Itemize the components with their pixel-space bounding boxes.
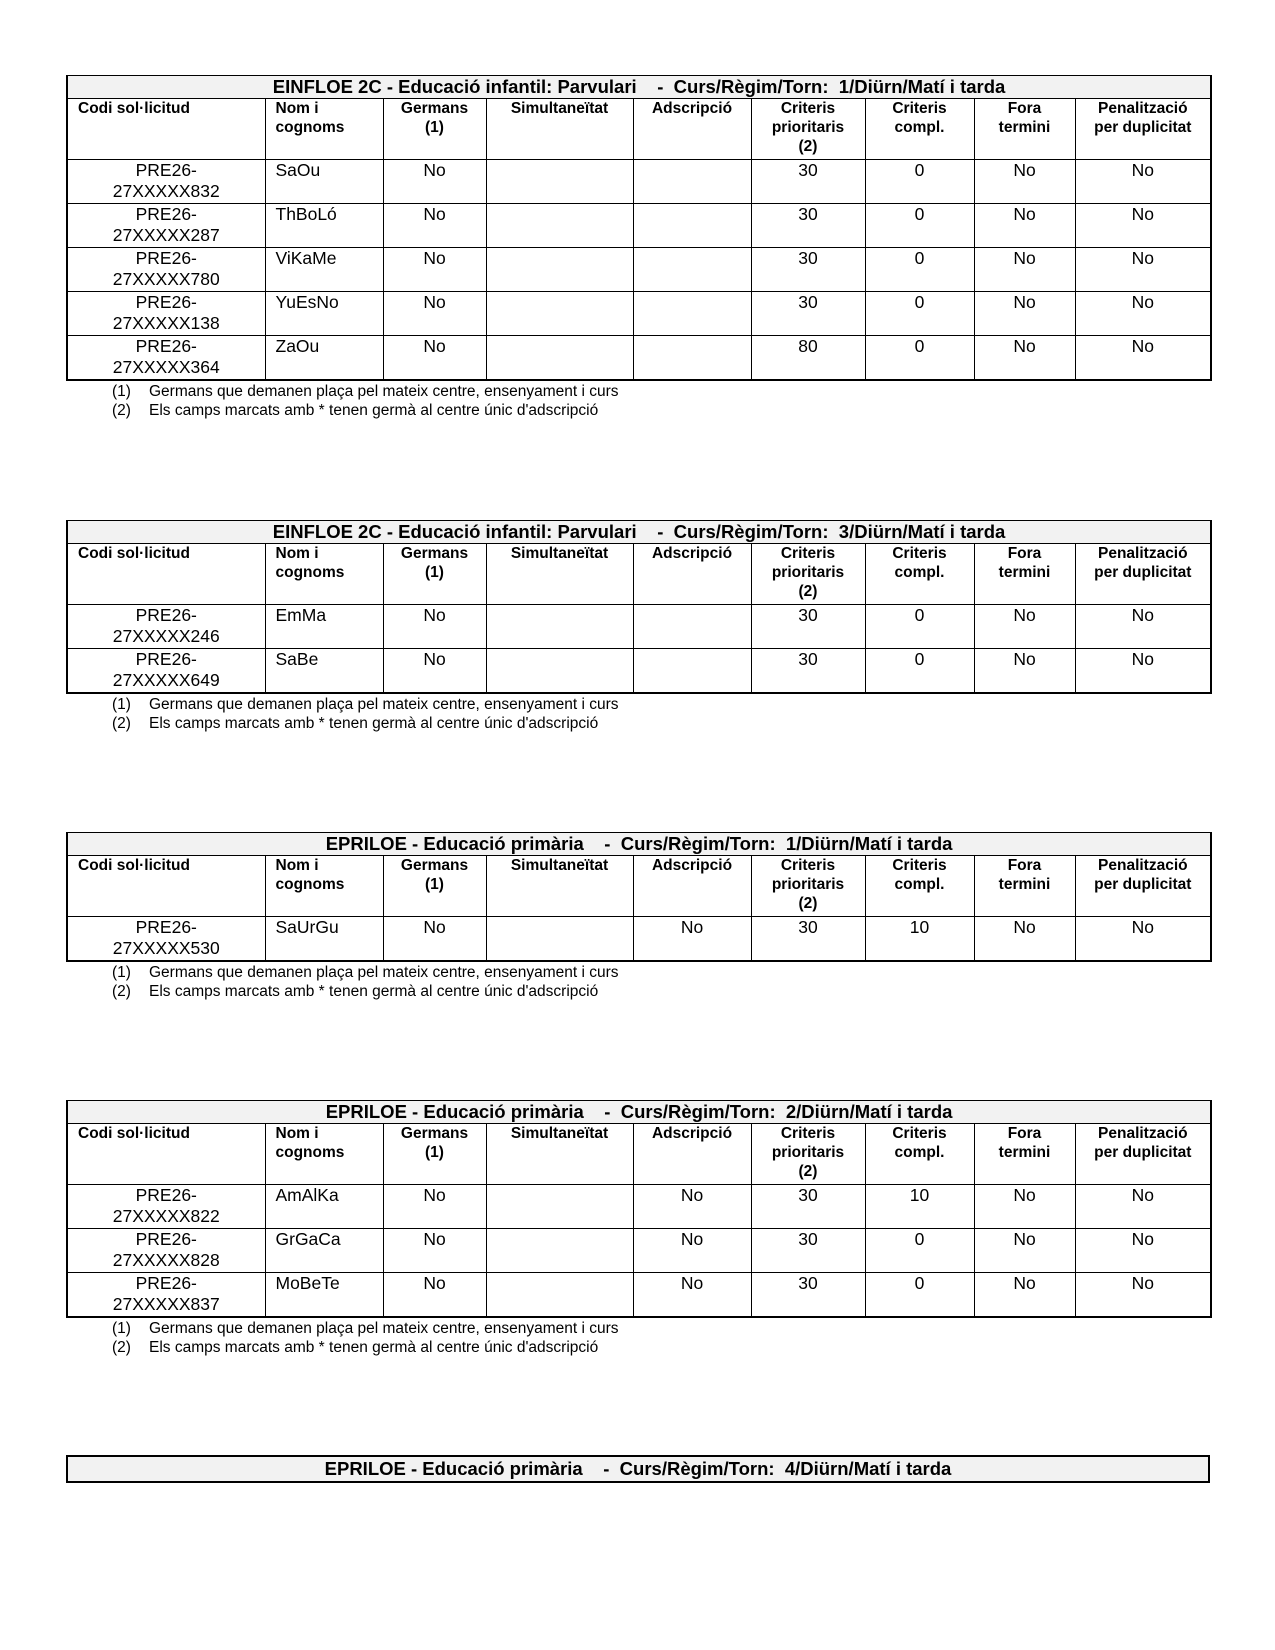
cell-penalitzacio: No — [1075, 917, 1211, 962]
table-row — [67, 605, 1211, 649]
column-header-code — [67, 856, 265, 917]
footnote-text: Germans que demanen plaça pel mateix centre, ensenyament i curs — [149, 1320, 619, 1337]
column-header-compl — [865, 1124, 974, 1185]
request-code-part: 27XXXXX832 — [112, 181, 220, 201]
column-header-penalitzacio — [1075, 856, 1211, 917]
column-header-line: Nom i — [275, 100, 319, 117]
cell-simultaneitat — [486, 292, 633, 336]
cell-germans: No — [383, 292, 486, 336]
footnote-marker: (2) — [112, 982, 131, 1000]
footnote-marker: (1) — [112, 383, 131, 400]
cell-penalitzacio: No — [1075, 649, 1211, 694]
footnote-text: Els camps marcats amb * tenen germà al centre únic d'adscripció — [149, 1338, 599, 1356]
column-header-line: Codi sol·licitud — [78, 545, 190, 562]
cell-prioritaris: 30 — [751, 649, 865, 694]
cell-simultaneitat — [486, 1229, 633, 1273]
column-header-line: compl. — [894, 876, 945, 893]
cell-germans: No — [383, 605, 486, 649]
column-header-line: cognoms — [275, 876, 345, 893]
request-code-part: PRE26- — [135, 292, 197, 312]
cell-adscripcio — [633, 204, 751, 248]
results-table — [66, 520, 1212, 694]
footnote — [112, 1320, 1210, 1339]
column-header-line: Germans — [400, 545, 469, 562]
footnote — [112, 1339, 1210, 1358]
request-code-part: 27XXXXX649 — [112, 670, 220, 690]
column-header-fora — [974, 1124, 1075, 1185]
cell-name: YuEsNo — [265, 292, 383, 336]
column-header-adscripcio — [633, 856, 751, 917]
column-header-line: per duplicitat — [1094, 564, 1192, 581]
request-code-part: PRE26- — [135, 605, 197, 625]
footnote-marker: (1) — [112, 964, 131, 981]
footnote-marker: (1) — [112, 1320, 131, 1337]
column-header-germans — [383, 856, 486, 917]
cell-request-code — [67, 917, 265, 962]
cell-request-code — [67, 1229, 265, 1273]
column-header-line: Codi sol·licitud — [78, 1125, 190, 1142]
column-header-compl — [865, 544, 974, 605]
column-header-line: prioritaris — [771, 564, 845, 581]
column-header-name — [265, 544, 383, 605]
cell-name: ThBoLó — [265, 204, 383, 248]
column-header-line: termini — [998, 1144, 1051, 1161]
column-header-line: Criteris — [780, 545, 836, 562]
cell-adscripcio — [633, 605, 751, 649]
request-code-part: 27XXXXX530 — [112, 938, 220, 958]
column-header-line: termini — [998, 119, 1051, 136]
cell-germans: No — [383, 1185, 486, 1229]
cell-penalitzacio: No — [1075, 160, 1211, 204]
column-header-line: (1) — [425, 1144, 444, 1161]
cell-name: GrGaCa — [265, 1229, 383, 1273]
column-header-adscripcio — [633, 1124, 751, 1185]
cell-penalitzacio: No — [1075, 605, 1211, 649]
cell-fora: No — [974, 248, 1075, 292]
column-header-code — [67, 1124, 265, 1185]
column-header-line: per duplicitat — [1094, 876, 1192, 893]
column-header-name — [265, 1124, 383, 1185]
column-header-line: Penalització — [1098, 100, 1188, 117]
footnote — [112, 402, 1210, 421]
column-header-line: per duplicitat — [1094, 1144, 1192, 1161]
cell-fora: No — [974, 204, 1075, 248]
column-header-fora — [974, 856, 1075, 917]
column-header-line: Criteris — [780, 1125, 836, 1142]
header-row — [67, 1124, 1211, 1185]
cell-compl: 0 — [865, 204, 974, 248]
cell-fora: No — [974, 1185, 1075, 1229]
column-header-penalitzacio — [1075, 99, 1211, 160]
request-code-part: PRE26- — [135, 1273, 197, 1293]
column-header-line: prioritaris — [771, 876, 845, 893]
footnote-marker: (2) — [112, 401, 131, 419]
trailing-section — [66, 1455, 1210, 1483]
table-row — [67, 248, 1211, 292]
request-code-part: 27XXXXX822 — [112, 1206, 220, 1226]
section-title: EINFLOE 2C - Educació infantil: Parvulari - Curs/Règim/Torn: 3/Diürn/Matí i tarda — [67, 521, 1211, 544]
table-row — [67, 336, 1211, 381]
cell-name: SaOu — [265, 160, 383, 204]
section-title: EPRILOE - Educació primària - Curs/Règim/Torn: 4/Diürn/Matí i tarda — [66, 1455, 1210, 1483]
footnote-marker: (2) — [112, 1338, 131, 1356]
table-row — [67, 917, 1211, 962]
cell-simultaneitat — [486, 605, 633, 649]
table-row — [67, 160, 1211, 204]
cell-name: EmMa — [265, 605, 383, 649]
column-header-line: Codi sol·licitud — [78, 100, 190, 117]
column-header-name — [265, 856, 383, 917]
cell-compl: 10 — [865, 917, 974, 962]
cell-compl: 0 — [865, 1229, 974, 1273]
cell-compl: 0 — [865, 336, 974, 381]
footnote — [112, 383, 1210, 402]
footnotes — [112, 1320, 1210, 1357]
cell-simultaneitat — [486, 336, 633, 381]
request-code-part: 27XXXXX837 — [112, 1294, 220, 1314]
footnote-text: Els camps marcats amb * tenen germà al centre únic d'adscripció — [149, 982, 599, 1000]
cell-adscripcio: No — [633, 917, 751, 962]
column-header-adscripcio — [633, 99, 751, 160]
column-header-line: Fora — [1007, 100, 1042, 117]
column-header-adscripcio — [633, 544, 751, 605]
cell-name: SaUrGu — [265, 917, 383, 962]
request-code-part: 27XXXXX780 — [112, 269, 220, 289]
cell-adscripcio — [633, 649, 751, 694]
cell-request-code — [67, 336, 265, 381]
column-header-line: Fora — [1007, 1125, 1042, 1142]
request-code-part: PRE26- — [135, 204, 197, 224]
cell-name: ViKaMe — [265, 248, 383, 292]
column-header-line: (2) — [798, 895, 818, 912]
column-header-line: compl. — [894, 119, 945, 136]
cell-name: MoBeTe — [265, 1273, 383, 1318]
request-code-part: 27XXXXX138 — [112, 313, 220, 333]
cell-compl: 10 — [865, 1185, 974, 1229]
header-row — [67, 856, 1211, 917]
cell-name: AmAlKa — [265, 1185, 383, 1229]
cell-adscripcio — [633, 160, 751, 204]
column-header-line: (1) — [425, 119, 444, 136]
cell-request-code — [67, 292, 265, 336]
column-header-simultaneitat — [486, 544, 633, 605]
section-1 — [66, 75, 1210, 420]
request-code-part: PRE26- — [135, 248, 197, 268]
footnote-text: Els camps marcats amb * tenen germà al centre únic d'adscripció — [149, 714, 599, 732]
section-4 — [66, 1100, 1210, 1357]
cell-fora: No — [974, 292, 1075, 336]
column-header-penalitzacio — [1075, 544, 1211, 605]
cell-prioritaris: 30 — [751, 605, 865, 649]
cell-prioritaris: 30 — [751, 292, 865, 336]
cell-simultaneitat — [486, 1185, 633, 1229]
request-code-part: 27XXXXX246 — [112, 626, 220, 646]
column-header-line: Simultaneïtat — [510, 857, 609, 874]
column-header-line: Germans — [400, 1125, 469, 1142]
column-header-germans — [383, 99, 486, 160]
column-header-prioritaris — [751, 99, 865, 160]
cell-prioritaris: 30 — [751, 1185, 865, 1229]
cell-penalitzacio: No — [1075, 336, 1211, 381]
column-header-line: Criteris — [780, 857, 836, 874]
cell-penalitzacio: No — [1075, 1273, 1211, 1318]
cell-compl: 0 — [865, 248, 974, 292]
section-3 — [66, 832, 1210, 1001]
footnote-text: Germans que demanen plaça pel mateix centre, ensenyament i curs — [149, 964, 619, 981]
cell-fora: No — [974, 1229, 1075, 1273]
cell-germans: No — [383, 160, 486, 204]
column-header-code — [67, 544, 265, 605]
column-header-line: per duplicitat — [1094, 119, 1192, 136]
cell-compl: 0 — [865, 1273, 974, 1318]
column-header-line: Simultaneïtat — [510, 1125, 609, 1142]
footnotes — [112, 964, 1210, 1001]
cell-penalitzacio: No — [1075, 248, 1211, 292]
column-header-compl — [865, 99, 974, 160]
header-row — [67, 99, 1211, 160]
column-header-line: Criteris — [892, 100, 947, 117]
column-header-line: termini — [998, 564, 1051, 581]
cell-adscripcio: No — [633, 1273, 751, 1318]
table-row — [67, 1273, 1211, 1318]
request-code-part: PRE26- — [135, 1229, 197, 1249]
column-header-line: Adscripció — [651, 857, 733, 874]
cell-germans: No — [383, 917, 486, 962]
footnote-text: Germans que demanen plaça pel mateix centre, ensenyament i curs — [149, 696, 619, 713]
footnote — [112, 715, 1210, 734]
column-header-line: cognoms — [275, 564, 345, 581]
column-header-line: compl. — [894, 564, 945, 581]
section-title: EINFLOE 2C - Educació infantil: Parvulari - Curs/Règim/Torn: 1/Diürn/Matí i tarda — [67, 76, 1211, 99]
column-header-line: Germans — [400, 100, 469, 117]
footnotes — [112, 696, 1210, 733]
cell-compl: 0 — [865, 292, 974, 336]
footnote-marker: (2) — [112, 714, 131, 732]
request-code-part: 27XXXXX287 — [112, 225, 220, 245]
column-header-line: Fora — [1007, 545, 1042, 562]
cell-prioritaris: 80 — [751, 336, 865, 381]
cell-compl: 0 — [865, 160, 974, 204]
column-header-line: Adscripció — [651, 1125, 733, 1142]
request-code-part: PRE26- — [135, 336, 197, 356]
cell-compl: 0 — [865, 649, 974, 694]
cell-germans: No — [383, 649, 486, 694]
footnote — [112, 964, 1210, 983]
column-header-line: Penalització — [1098, 857, 1188, 874]
request-code-part: PRE26- — [135, 917, 197, 937]
column-header-line: Fora — [1007, 857, 1042, 874]
column-header-line: (1) — [425, 564, 444, 581]
cell-adscripcio — [633, 336, 751, 381]
column-header-line: Criteris — [892, 857, 947, 874]
cell-request-code — [67, 160, 265, 204]
column-header-line: (2) — [798, 583, 818, 600]
column-header-line: Nom i — [275, 857, 319, 874]
column-header-line: prioritaris — [771, 119, 845, 136]
cell-adscripcio: No — [633, 1185, 751, 1229]
cell-name: SaBe — [265, 649, 383, 694]
cell-prioritaris: 30 — [751, 160, 865, 204]
header-row — [67, 544, 1211, 605]
column-header-line: Nom i — [275, 1125, 319, 1142]
cell-request-code — [67, 649, 265, 694]
column-header-code — [67, 99, 265, 160]
column-header-germans — [383, 1124, 486, 1185]
column-header-fora — [974, 544, 1075, 605]
section-title: EPRILOE - Educació primària - Curs/Règim/Torn: 2/Diürn/Matí i tarda — [67, 1101, 1211, 1124]
cell-simultaneitat — [486, 248, 633, 292]
request-code-part: PRE26- — [135, 1185, 197, 1205]
cell-fora: No — [974, 649, 1075, 694]
column-header-line: cognoms — [275, 1144, 345, 1161]
column-header-line: Penalització — [1098, 1125, 1188, 1142]
column-header-simultaneitat — [486, 856, 633, 917]
cell-penalitzacio: No — [1075, 292, 1211, 336]
cell-request-code — [67, 1273, 265, 1318]
cell-fora: No — [974, 336, 1075, 381]
section-title: EPRILOE - Educació primària - Curs/Règim/Torn: 1/Diürn/Matí i tarda — [67, 833, 1211, 856]
cell-name: ZaOu — [265, 336, 383, 381]
table-row — [67, 649, 1211, 694]
cell-fora: No — [974, 917, 1075, 962]
request-code-part: PRE26- — [135, 160, 197, 180]
cell-prioritaris: 30 — [751, 248, 865, 292]
table-row — [67, 292, 1211, 336]
footnote — [112, 983, 1210, 1002]
column-header-line: prioritaris — [771, 1144, 845, 1161]
cell-penalitzacio: No — [1075, 1185, 1211, 1229]
cell-simultaneitat — [486, 917, 633, 962]
cell-prioritaris: 30 — [751, 204, 865, 248]
cell-germans: No — [383, 248, 486, 292]
footnote — [112, 696, 1210, 715]
column-header-line: cognoms — [275, 119, 345, 136]
footnotes — [112, 383, 1210, 420]
cell-adscripcio — [633, 292, 751, 336]
column-header-line: Penalització — [1098, 545, 1188, 562]
column-header-line: Codi sol·licitud — [78, 857, 190, 874]
cell-simultaneitat — [486, 204, 633, 248]
section-2 — [66, 520, 1210, 733]
column-header-line: Nom i — [275, 545, 319, 562]
column-header-line: (2) — [798, 138, 818, 155]
table-row — [67, 1185, 1211, 1229]
cell-prioritaris: 30 — [751, 917, 865, 962]
cell-germans: No — [383, 1229, 486, 1273]
cell-germans: No — [383, 1273, 486, 1318]
cell-fora: No — [974, 1273, 1075, 1318]
column-header-line: compl. — [894, 1144, 945, 1161]
footnote-text: Els camps marcats amb * tenen germà al centre únic d'adscripció — [149, 401, 599, 419]
cell-prioritaris: 30 — [751, 1229, 865, 1273]
cell-adscripcio: No — [633, 1229, 751, 1273]
table-row — [67, 1229, 1211, 1273]
column-header-line: Criteris — [892, 545, 947, 562]
column-header-line: (1) — [425, 876, 444, 893]
footnote-marker: (1) — [112, 696, 131, 713]
cell-request-code — [67, 1185, 265, 1229]
column-header-line: Criteris — [780, 100, 836, 117]
cell-request-code — [67, 204, 265, 248]
column-header-line: Adscripció — [651, 545, 733, 562]
column-header-prioritaris — [751, 856, 865, 917]
results-table — [66, 832, 1212, 962]
column-header-simultaneitat — [486, 1124, 633, 1185]
cell-germans: No — [383, 204, 486, 248]
column-header-germans — [383, 544, 486, 605]
column-header-line: Simultaneïtat — [510, 545, 609, 562]
request-code-part: 27XXXXX828 — [112, 1250, 220, 1270]
cell-request-code — [67, 605, 265, 649]
column-header-line: Adscripció — [651, 100, 733, 117]
column-header-compl — [865, 856, 974, 917]
cell-simultaneitat — [486, 1273, 633, 1318]
cell-prioritaris: 30 — [751, 1273, 865, 1318]
request-code-part: 27XXXXX364 — [112, 357, 220, 377]
results-table — [66, 75, 1212, 381]
column-header-prioritaris — [751, 1124, 865, 1185]
cell-adscripcio — [633, 248, 751, 292]
cell-fora: No — [974, 160, 1075, 204]
column-header-line: termini — [998, 876, 1051, 893]
cell-germans: No — [383, 336, 486, 381]
column-header-penalitzacio — [1075, 1124, 1211, 1185]
cell-simultaneitat — [486, 649, 633, 694]
column-header-fora — [974, 99, 1075, 160]
footnote-text: Germans que demanen plaça pel mateix centre, ensenyament i curs — [149, 383, 619, 400]
column-header-prioritaris — [751, 544, 865, 605]
column-header-line: (2) — [798, 1163, 818, 1180]
column-header-line: Germans — [400, 857, 469, 874]
cell-penalitzacio: No — [1075, 204, 1211, 248]
cell-simultaneitat — [486, 160, 633, 204]
column-header-line: Criteris — [892, 1125, 947, 1142]
results-table — [66, 1100, 1212, 1318]
cell-fora: No — [974, 605, 1075, 649]
request-code-part: PRE26- — [135, 649, 197, 669]
cell-compl: 0 — [865, 605, 974, 649]
column-header-simultaneitat — [486, 99, 633, 160]
cell-penalitzacio: No — [1075, 1229, 1211, 1273]
table-row — [67, 204, 1211, 248]
cell-request-code — [67, 248, 265, 292]
column-header-name — [265, 99, 383, 160]
column-header-line: Simultaneïtat — [510, 100, 609, 117]
